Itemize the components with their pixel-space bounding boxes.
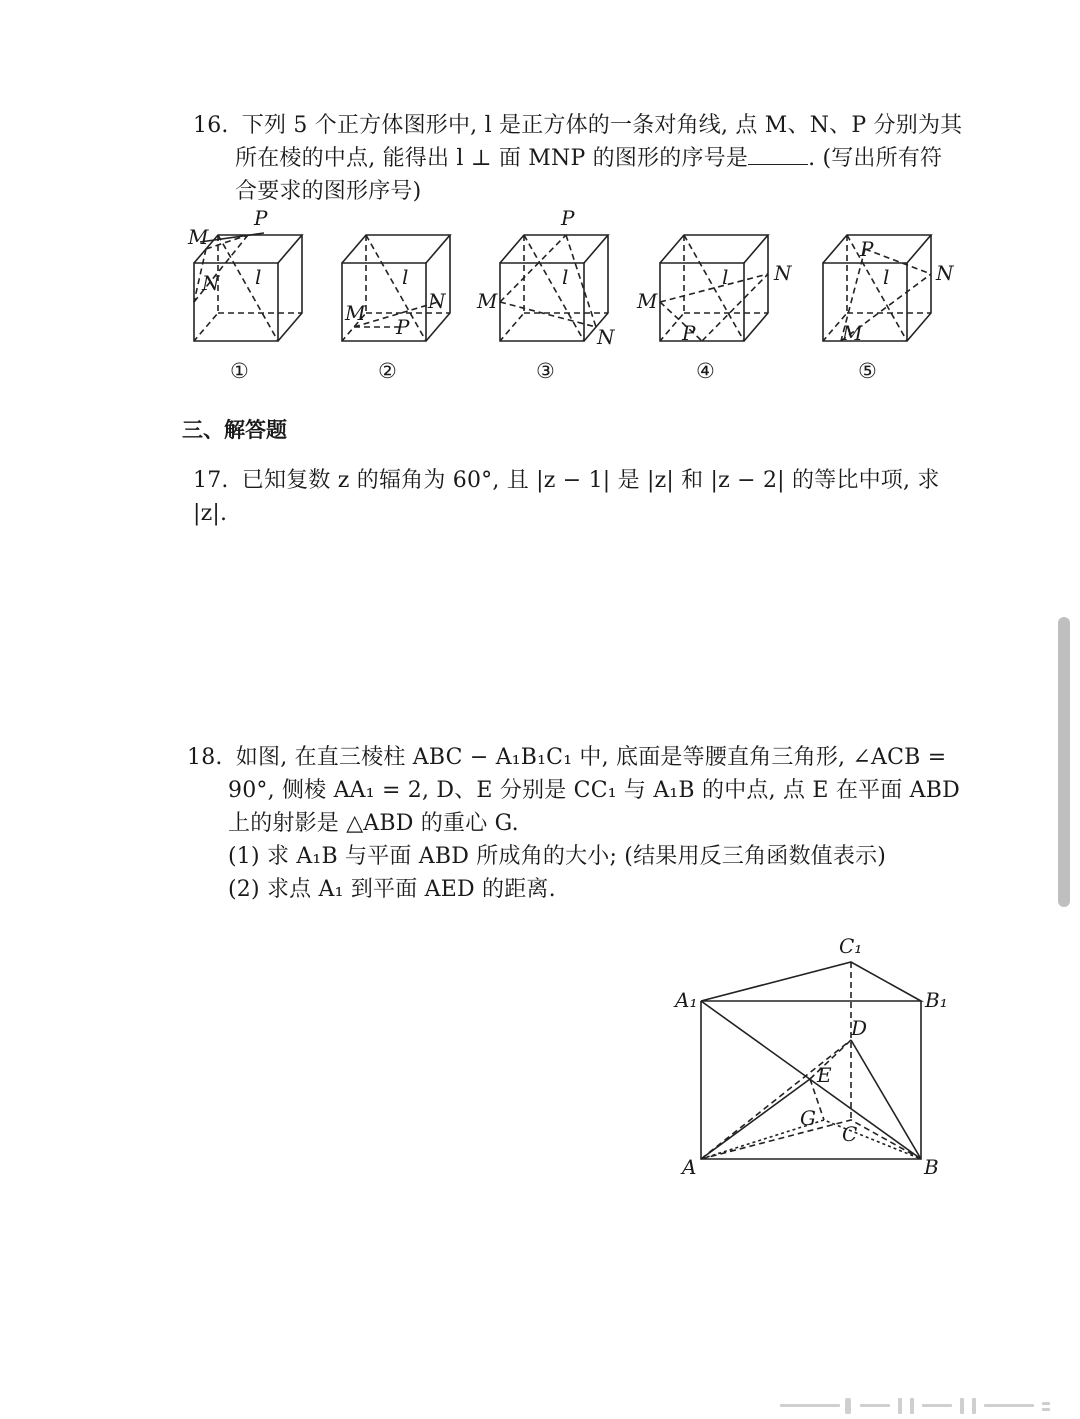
label-l-1: l [255, 265, 262, 289]
label-M-2: M [345, 301, 366, 325]
question-text-line2: 90°, 侧棱 AA₁ = 2, D、E 分别是 CC₁ 与 A₁B 的中点, 点 E 在平面 ABD [228, 778, 960, 803]
label-l-5: l [883, 265, 890, 289]
page-indicator-icon [780, 1398, 1060, 1414]
question-text-line3: 上的射影是 △ABD 的重心 G. [228, 811, 519, 836]
figure-label-5: ⑤ [858, 359, 877, 383]
label-C: C [842, 1122, 858, 1146]
question-text-line2-end: . (写出所有符 [808, 146, 943, 171]
label-C1: C₁ [839, 934, 863, 958]
cube-figure-4 [660, 235, 768, 341]
question-16-line2 [235, 142, 975, 175]
label-M-5: M [842, 321, 863, 345]
sub-question-2: (2) 求点 A₁ 到平面 AED 的距离. [228, 877, 556, 902]
figure-label-3: ③ [536, 359, 555, 383]
figure-label-1: ① [230, 359, 249, 383]
label-N-4: N [774, 261, 792, 285]
label-P-1: P [254, 206, 268, 230]
answer-blank[interactable] [748, 144, 808, 165]
question-16 [193, 109, 963, 142]
label-B1: B₁ [925, 988, 948, 1012]
label-P-4: P [682, 321, 696, 345]
section-title: 三、解答题 [182, 418, 287, 442]
figure-label-2: ② [378, 359, 397, 383]
question-18-part2 [228, 873, 556, 906]
cube-figures [180, 200, 970, 390]
sub-question-1: (1) 求 A₁B 与平面 ABD 所成角的大小; (结果用反三角函数值表示) [228, 844, 887, 869]
label-N-3: N [597, 325, 615, 349]
label-E: E [817, 1063, 832, 1087]
cube-figure-3 [500, 235, 608, 341]
cube-figure-5 [823, 235, 931, 341]
question-number: 16. [193, 113, 229, 138]
question-18 [187, 741, 977, 774]
label-P-5: P [860, 237, 874, 261]
question-text: 已知复数 z 的辐角为 60°, 且 |z − 1| 是 |z| 和 |z − 2| 的等比中项, 求 |z|. [193, 468, 940, 526]
question-number: 17. [193, 468, 229, 493]
question-text-line3: 合要求的图形序号) [235, 179, 422, 204]
label-l-4: l [722, 265, 729, 289]
label-l-2: l [402, 265, 409, 289]
label-N-5: N [936, 261, 954, 285]
label-N-2: N [428, 289, 446, 313]
label-D: D [851, 1016, 868, 1040]
prism-figure [660, 925, 960, 1190]
label-M-1: M [188, 225, 209, 249]
label-A1: A₁ [675, 988, 698, 1012]
question-18-line3 [228, 807, 519, 840]
question-18-line2 [228, 774, 978, 807]
question-text-line1: 下列 5 个正方体图形中, l 是正方体的一条对角线, 点 M、N、P 分别为其 [241, 113, 963, 138]
label-l-3: l [562, 265, 569, 289]
label-A: A [682, 1155, 697, 1179]
label-N-1: N [202, 271, 220, 295]
figure-label-4: ④ [696, 359, 715, 383]
label-P-3: P [561, 206, 575, 230]
label-M-3: M [477, 289, 498, 313]
question-18-part1 [228, 840, 886, 873]
label-M-4: M [637, 289, 658, 313]
label-B: B [924, 1155, 939, 1179]
question-text-line1: 如图, 在直三棱柱 ABC − A₁B₁C₁ 中, 底面是等腰直角三角形, ∠ACB = [235, 745, 947, 770]
label-P-2: P [396, 315, 410, 339]
question-17 [193, 464, 973, 530]
vertical-scrollbar[interactable] [1058, 617, 1070, 907]
question-number: 18. [187, 745, 223, 770]
label-G: G [800, 1106, 816, 1130]
question-text-line2: 所在棱的中点, 能得出 l ⊥ 面 MNP 的图形的序号是 [235, 146, 749, 171]
